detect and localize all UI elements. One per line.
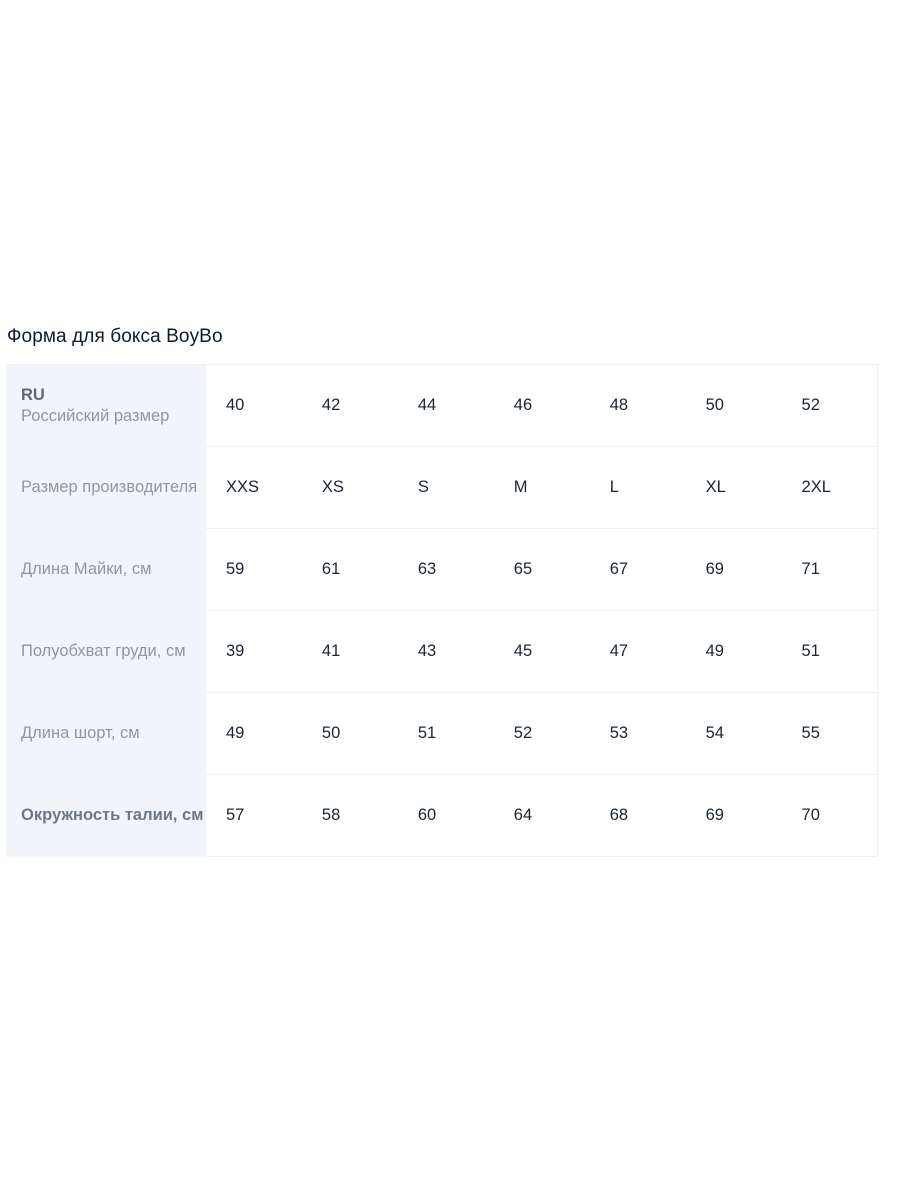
size-chart-table	[6, 364, 878, 857]
table-cell: XXS	[206, 447, 302, 529]
table-cell: 69	[686, 529, 782, 611]
table-cell: 57	[206, 775, 302, 857]
table-cell: 50	[302, 693, 398, 775]
table-cell: 47	[590, 611, 686, 693]
table-cell: 68	[590, 775, 686, 857]
row-header-shirt-length: Длина Майки, см	[6, 529, 206, 611]
table-cell: 71	[782, 529, 878, 611]
table-cell: XL	[686, 447, 782, 529]
table-cell: 42	[302, 365, 398, 447]
table-cell: 49	[206, 693, 302, 775]
table-row-manufacturer-size	[6, 447, 878, 529]
table-cell: 70	[782, 775, 878, 857]
table-cell: 52	[782, 365, 878, 447]
table-cell: 60	[398, 775, 494, 857]
table-cell: 51	[398, 693, 494, 775]
row-header-half-chest: Полуобхват груди, см	[6, 611, 206, 693]
row-header-shorts-length: Длина шорт, см	[6, 693, 206, 775]
table-cell: M	[494, 447, 590, 529]
table-cell: 43	[398, 611, 494, 693]
table-cell: XS	[302, 447, 398, 529]
table-cell: 48	[590, 365, 686, 447]
table-cell: 55	[782, 693, 878, 775]
table-row-waist	[6, 775, 878, 857]
table-cell: 44	[398, 365, 494, 447]
row-header-ru	[6, 365, 206, 447]
table-cell: 49	[686, 611, 782, 693]
table-cell: 59	[206, 529, 302, 611]
table-cell: 53	[590, 693, 686, 775]
table-cell: 51	[782, 611, 878, 693]
table-cell: 65	[494, 529, 590, 611]
table-cell: 40	[206, 365, 302, 447]
table-cell: 67	[590, 529, 686, 611]
row-header-ru-label: RU	[21, 385, 45, 404]
table-cell: 61	[302, 529, 398, 611]
table-cell: 58	[302, 775, 398, 857]
table-cell: 2XL	[782, 447, 878, 529]
row-header-waist: Окружность талии, см	[6, 775, 206, 857]
table-cell: 45	[494, 611, 590, 693]
table-cell: 54	[686, 693, 782, 775]
table-cell: L	[590, 447, 686, 529]
table-cell: 41	[302, 611, 398, 693]
page-title: Форма для бокса BoyBo	[7, 326, 223, 347]
table-cell: 46	[494, 365, 590, 447]
table-cell: 39	[206, 611, 302, 693]
table-row-ru-size	[6, 365, 878, 447]
table-row-half-chest	[6, 611, 878, 693]
table-row-shorts-length	[6, 693, 878, 775]
row-header-ru-sublabel: Российский размер	[21, 406, 170, 425]
table-cell: 63	[398, 529, 494, 611]
table-cell: 69	[686, 775, 782, 857]
table-cell: 64	[494, 775, 590, 857]
table-cell: S	[398, 447, 494, 529]
table-cell: 50	[686, 365, 782, 447]
row-header-manufacturer-size: Размер производителя	[6, 447, 206, 529]
table-cell: 52	[494, 693, 590, 775]
table-row-shirt-length	[6, 529, 878, 611]
